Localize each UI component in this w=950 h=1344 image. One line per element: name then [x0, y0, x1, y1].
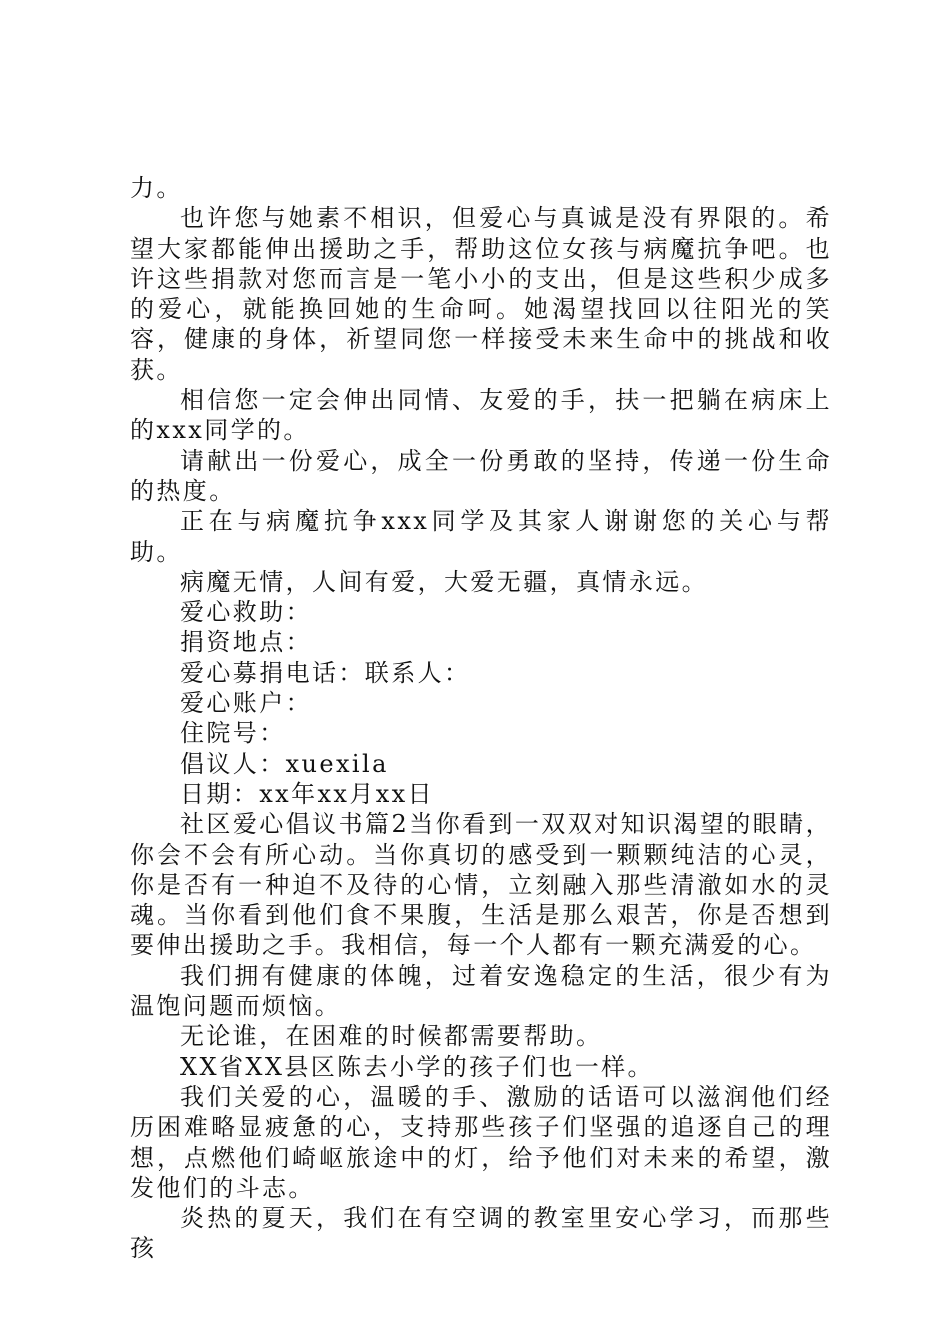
paragraph-4: 请献出一份爱心，成全一份勇敢的坚持，传递一份生命的热度。 [130, 446, 832, 505]
paragraph-5: 正在与病魔抗争xxx同学及其家人谢谢您的关心与帮助。 [130, 507, 832, 566]
paragraph-6: 病魔无情，人间有爱，大爱无疆，真情永远。 [180, 567, 708, 596]
paragraph-14: 社区爱心倡议书篇2当你看到一双双对知识渴望的眼睛，你会不会有所心动。当你真切的感受到一颗颗纯洁的心灵，你是否有一种迫不及待的心情，立刻融入那些清澈如水的灵魂。当你看到他们食不果腹，生活是那么艰苦，你是否想到要伸出援助之手。我相信，每一个人都有一颗充满爱的心。 [130, 810, 832, 960]
paragraph-17: XX省XX县区陈去小学的孩子们也一样。 [180, 1052, 654, 1081]
paragraph-7: 爱心救助： [180, 598, 312, 627]
paragraph-3: 相信您一定会伸出同情、友爱的手，扶一把躺在病床上的xxx同学的。 [130, 386, 832, 445]
paragraph-13: 日期：xx年xx月xx日 [180, 779, 435, 808]
paragraph-16: 无论谁，在困难的时候都需要帮助。 [180, 1022, 603, 1051]
paragraph-18: 我们关爱的心，温暖的手、激励的话语可以滋润他们经历困难略显疲惫的心，支持那些孩子们坚强的追逐自己的理想，点燃他们崎岖旅途中的灯，给予他们对未来的希望，激发他们的斗志。 [130, 1082, 832, 1202]
paragraph-8: 捐资地点： [180, 628, 312, 657]
paragraph-19: 炎热的夏天，我们在有空调的教室里安心学习，而那些孩 [130, 1204, 832, 1263]
paragraph-10: 爱心账户： [180, 689, 312, 718]
paragraph-11: 住院号： [180, 719, 286, 748]
paragraph-12: 倡议人：xuexila [180, 749, 389, 778]
document-body [130, 173, 832, 1264]
paragraph-9: 爱心募捐电话：联系人： [180, 658, 471, 687]
paragraph-1: 力。 [130, 174, 183, 202]
paragraph-15: 我们拥有健康的体魄，过着安逸稳定的生活，很少有为温饱问题而烦恼。 [130, 961, 832, 1021]
paragraph-2: 也许您与她素不相识，但爱心与真诚是没有界限的。希望大家都能伸出援助之手，帮助这位女孩与病魔抗争吧。也许这些捐款对您而言是一笔小小的支出，但是这些积少成多的爱心，就能换回她的生命呵。她渴望找回以往阳光的笑容，健康的身体，祈望同您一样接受未来生命中的挑战和收获。 [130, 204, 832, 384]
